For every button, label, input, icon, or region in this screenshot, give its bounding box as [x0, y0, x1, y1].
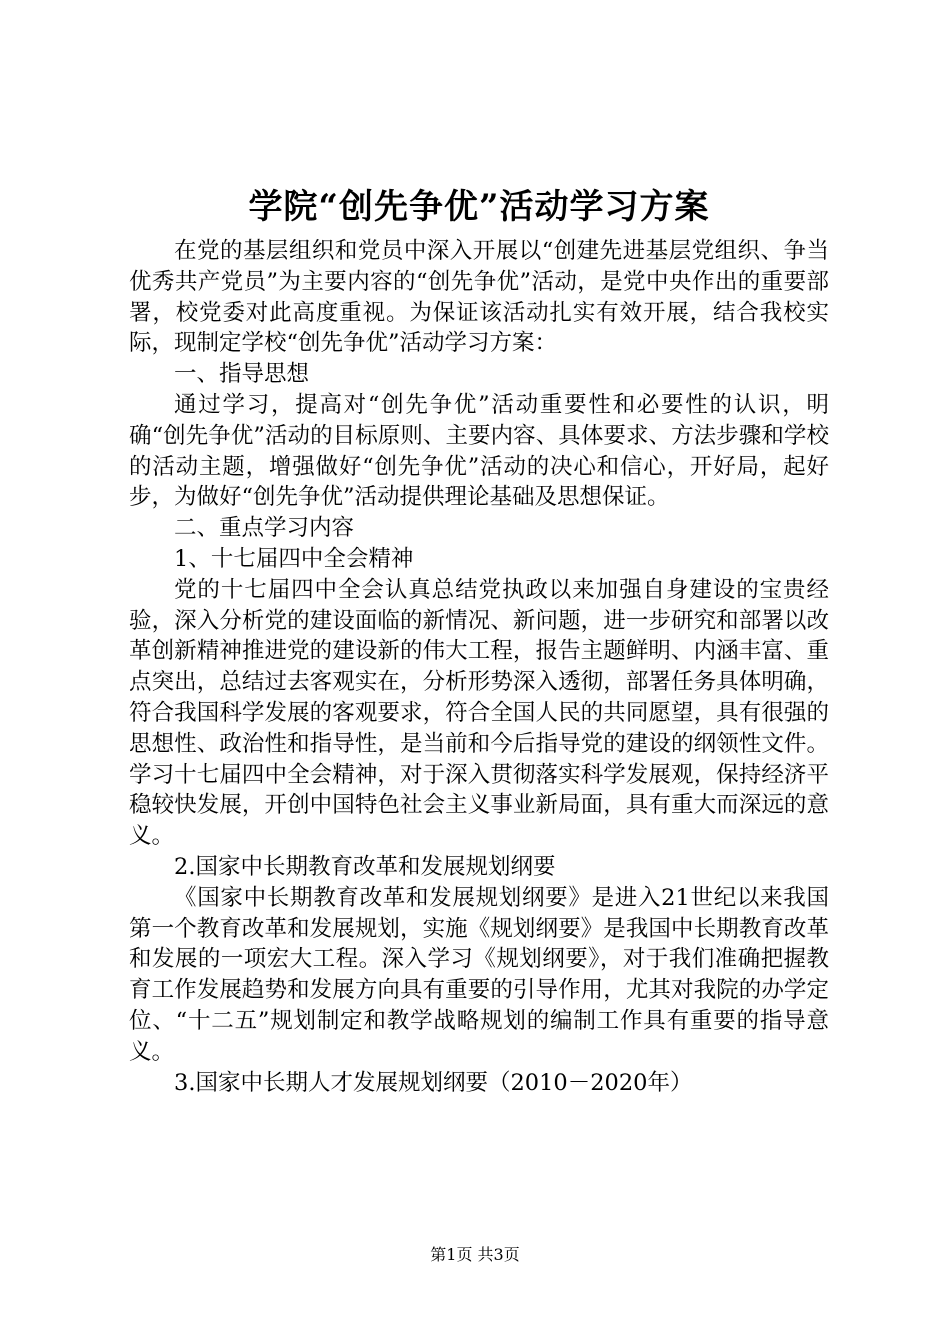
subheading-education-plan: 2.国家中长期教育改革和发展规划纲要 [174, 853, 556, 880]
document-title: 学院“创先争优”活动学习方案 [248, 187, 710, 227]
section-heading-guiding-ideology: 一、指导思想 [174, 361, 310, 388]
intro-paragraph: 在党的基层组织和党员中深入开展以“创建先进基层党组织、争当优秀共产党员”为主要内容的“创先争优”活动，是党中央作出的重要部署，校党委对此高度重视。为保证该活动扎实有效开展，结合我校实际，现制定学校“创先争优”活动学习方案： [129, 238, 829, 357]
document-body [129, 236, 829, 1098]
page-indicator: 第1页 共3页 [430, 1245, 520, 1264]
subheading-plenary-session: 1、十七届四中全会精神 [174, 545, 414, 572]
subheading-talent-plan: 3.国家中长期人才发展规划纲要（2010－2020年） [174, 1069, 693, 1096]
section-heading-key-content: 二、重点学习内容 [174, 515, 355, 542]
guiding-ideology-paragraph: 通过学习，提高对“创先争优”活动重要性和必要性的认识，明确“创先争优”活动的目标原则、主要内容、具体要求、方法步骤和学校的活动主题，增强做好“创先争优”活动的决心和信心，开好局，起好步，为做好“创先争优”活动提供理论基础及思想保证。 [129, 391, 829, 511]
education-plan-paragraph: 《国家中长期教育改革和发展规划纲要》是进入21世纪以来我国第一个教育改革和发展规划，实施《规划纲要》是我国中长期教育改革和发展的一项宏大工程。深入学习《规划纲要》，对于我们准确把握教育工作发展趋势和发展方向具有重要的引导作用，尤其对我院的办学定位、“十二五”规划制定和教学战略规划的编制工作具有重要的指导意义。 [129, 884, 829, 1065]
plenary-session-paragraph: 党的十七届四中全会认真总结党执政以来加强自身建设的宝贵经验，深入分析党的建设面临的新情况、新问题，进一步研究和部署以改革创新精神推进党的建设新的伟大工程，报告主题鲜明、内涵丰富、重点突出，总结过去客观实在，分析形势深入透彻，部署任务具体明确，符合我国科学发展的客观要求，符合全国人民的共同愿望，具有很强的思想性、政治性和指导性，是当前和今后指导党的建设的纲领性文件。学习十七届四中全会精神，对于深入贯彻落实科学发展观，保持经济平稳较快发展，开创中国特色社会主义事业新局面，具有重大而深远的意义。 [129, 576, 829, 850]
